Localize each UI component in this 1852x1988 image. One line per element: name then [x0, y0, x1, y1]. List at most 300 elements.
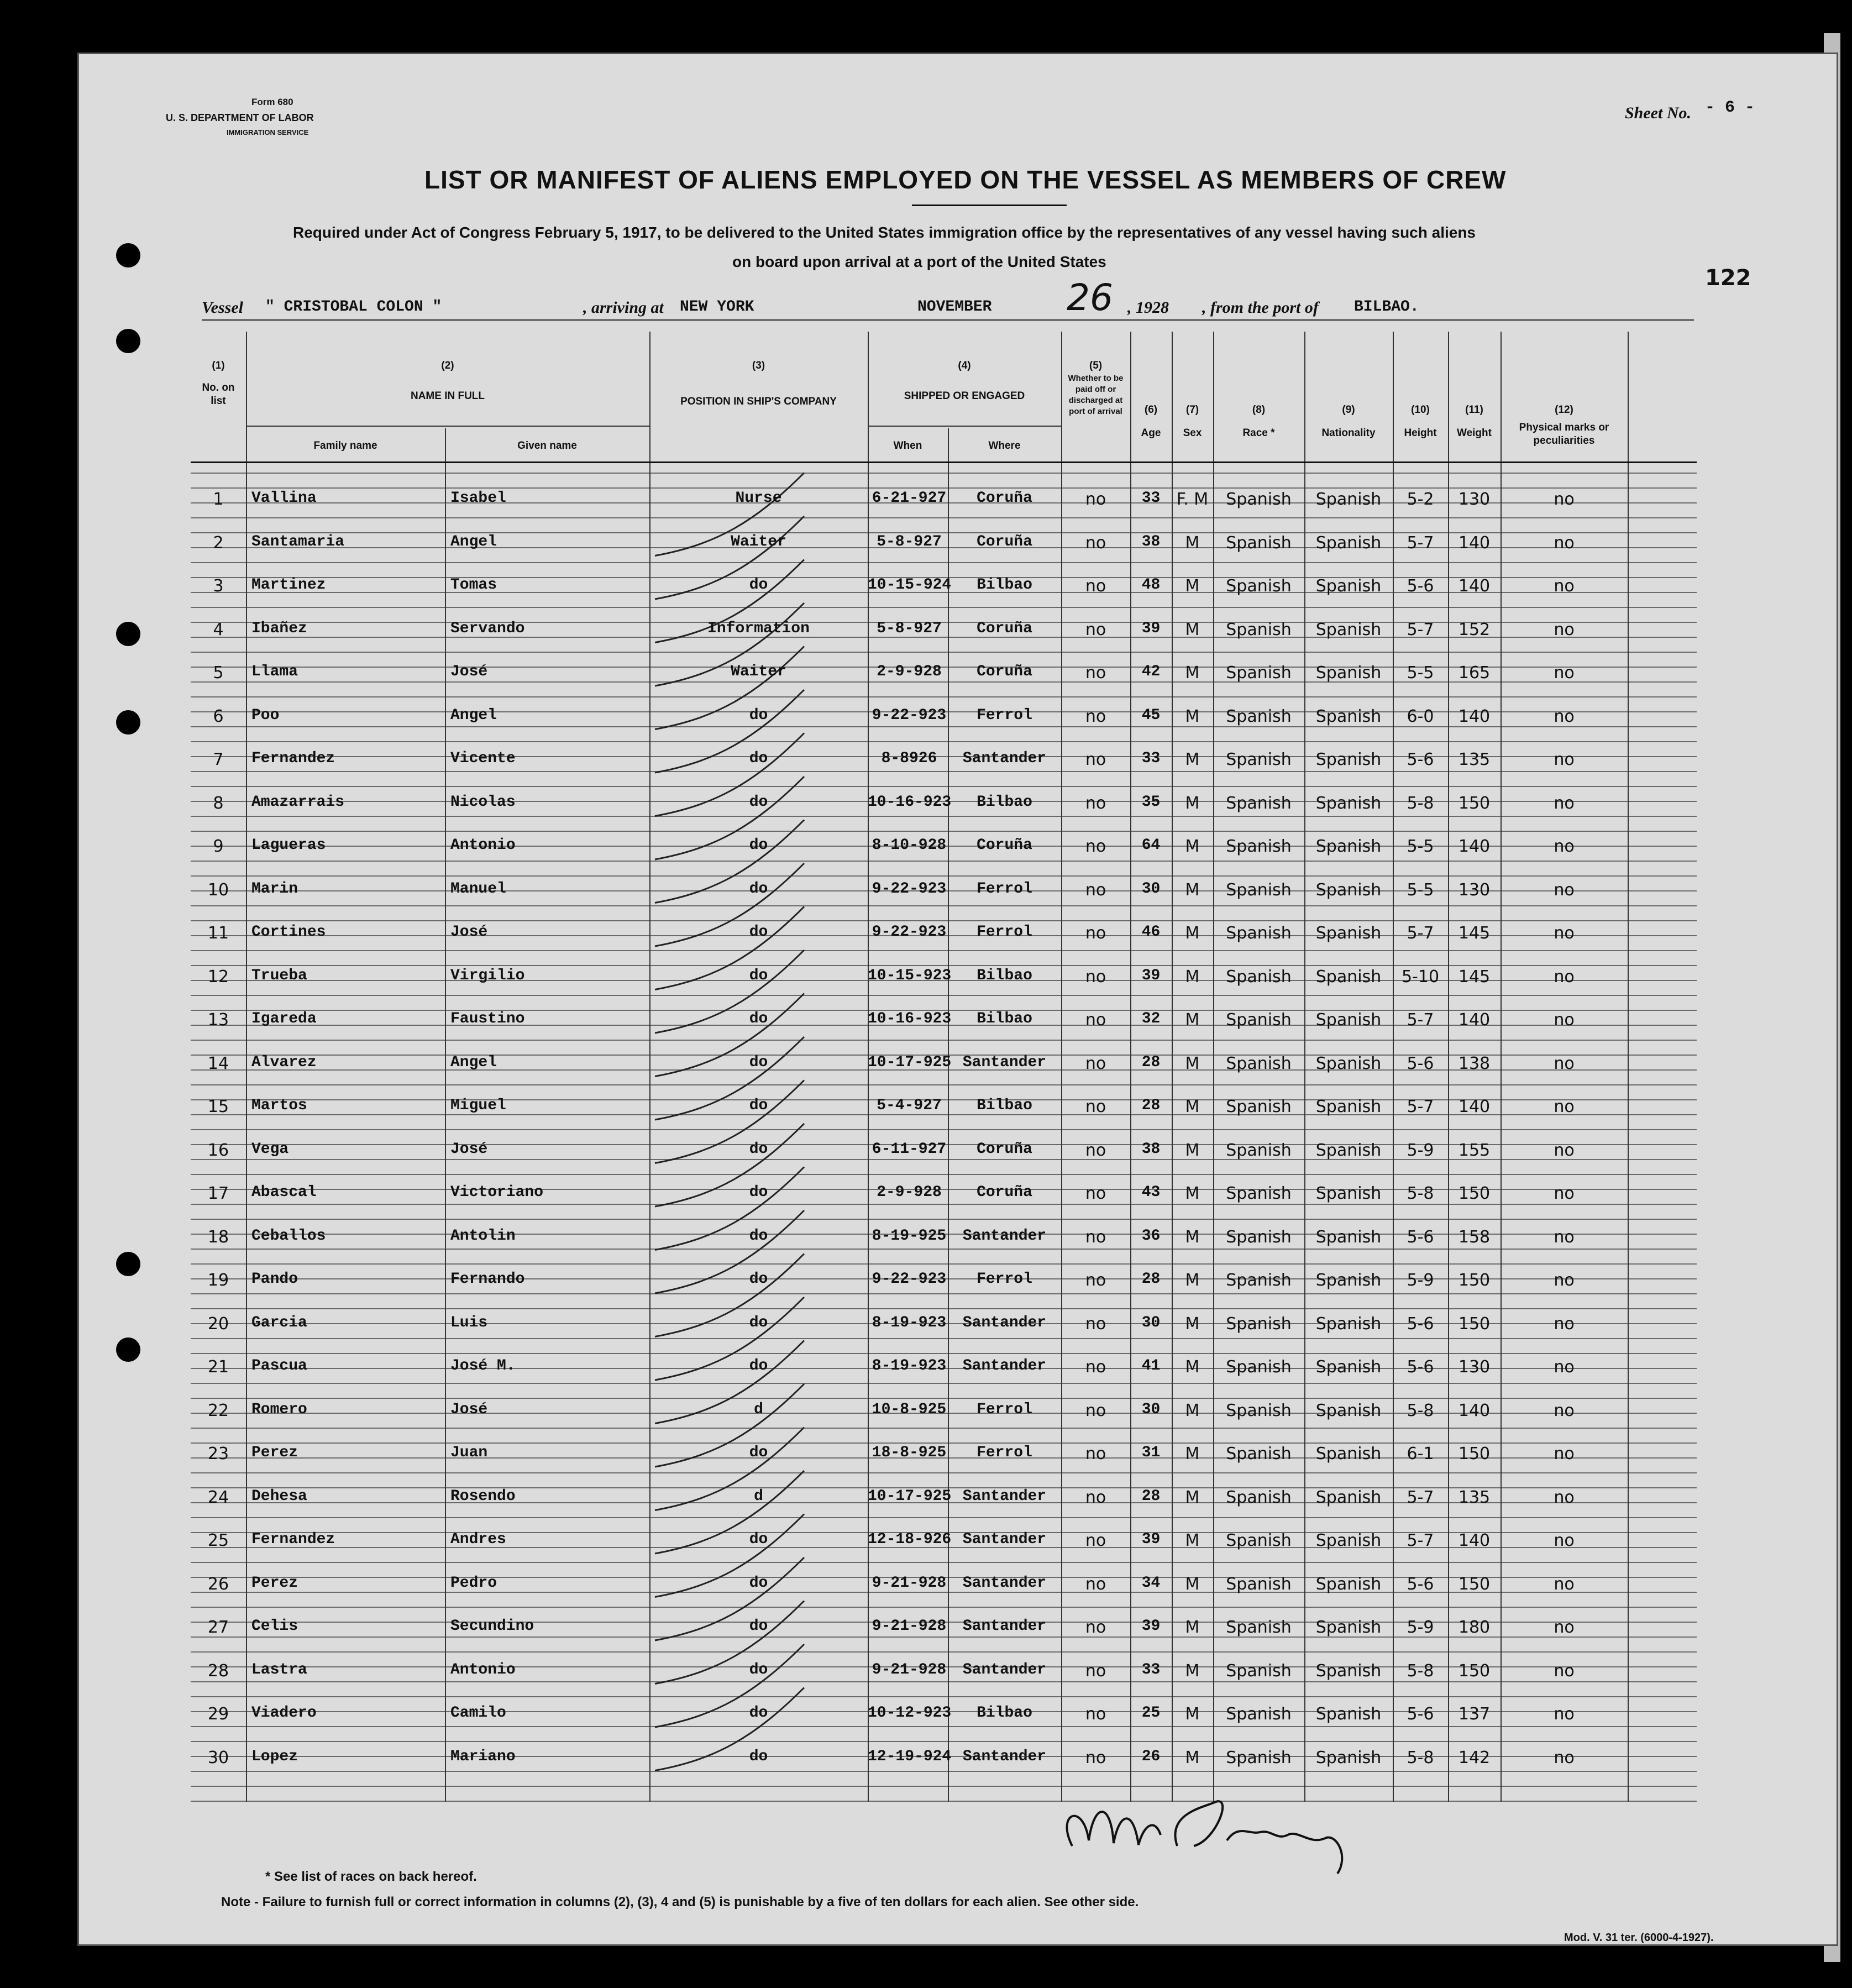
table-row — [191, 655, 1697, 699]
table-row — [191, 1263, 1697, 1306]
sex-cell: M — [1185, 1748, 1200, 1767]
shipped-date-cell: 9-22-923 — [872, 880, 947, 898]
shipped-place-cell: Coruña — [977, 1140, 1032, 1158]
physical-marks-cell: no — [1554, 706, 1575, 726]
table-row — [191, 1046, 1697, 1089]
shipped-place-cell: Santander — [962, 1357, 1047, 1375]
position-cell: do — [749, 1010, 768, 1027]
col-header-given: Given name — [517, 440, 577, 452]
shipped-date-cell: 5-8-927 — [877, 620, 942, 637]
weight-cell: 150 — [1458, 1661, 1491, 1681]
sex-cell: M — [1185, 1053, 1200, 1073]
shipped-place-cell: Santander — [962, 1053, 1047, 1071]
given-name-cell: Antonio — [450, 1661, 516, 1678]
height-cell: 5-9 — [1407, 1140, 1434, 1160]
position-cell: do — [749, 1314, 768, 1331]
weight-cell: 165 — [1458, 663, 1491, 683]
row-number-cell: 15 — [207, 1097, 229, 1116]
given-name-cell: Camilo — [450, 1704, 506, 1722]
race-cell: Spanish — [1226, 880, 1292, 900]
sex-cell: M — [1185, 1487, 1200, 1507]
table-row — [191, 526, 1697, 569]
race-cell: Spanish — [1226, 1400, 1292, 1420]
height-cell: 5-6 — [1407, 750, 1434, 769]
table-row — [191, 1003, 1697, 1046]
paid-off-cell: no — [1085, 1140, 1106, 1160]
nationality-cell: Spanish — [1315, 924, 1382, 943]
family-name-cell: Viadero — [251, 1704, 317, 1722]
row-number-cell: 21 — [207, 1357, 229, 1377]
position-cell: do — [749, 924, 768, 941]
shipped-place-cell: Ferrol — [977, 924, 1032, 941]
from-port-label: , from the port of — [1202, 298, 1319, 317]
row-number-cell: 16 — [207, 1140, 229, 1160]
shipped-place-cell: Coruña — [977, 490, 1032, 507]
punch-hole — [116, 1252, 140, 1276]
position-cell: d — [754, 1400, 763, 1418]
height-cell: 6-0 — [1407, 706, 1434, 726]
nationality-cell: Spanish — [1315, 837, 1382, 856]
weight-cell: 140 — [1458, 1531, 1491, 1550]
shipped-place-cell: Santander — [962, 1748, 1047, 1765]
race-cell: Spanish — [1226, 1053, 1292, 1073]
weight-cell: 150 — [1458, 1444, 1491, 1464]
position-cell: do — [749, 880, 768, 898]
age-cell: 45 — [1141, 706, 1161, 724]
weight-cell: 150 — [1458, 1574, 1491, 1594]
nationality-cell: Spanish — [1315, 1097, 1382, 1116]
table-row — [191, 1610, 1697, 1653]
paid-off-cell: no — [1085, 837, 1106, 856]
family-name-cell: Marin — [251, 880, 298, 898]
race-cell: Spanish — [1226, 1097, 1292, 1116]
family-name-cell: Abascal — [251, 1184, 317, 1201]
given-name-cell: Secundino — [450, 1618, 534, 1635]
weight-cell: 180 — [1458, 1618, 1491, 1637]
col-header-weight-num: (11) — [1465, 404, 1483, 416]
col-header-weight: Weight — [1457, 427, 1492, 439]
family-name-cell: Celis — [251, 1618, 298, 1635]
officer-signature — [1050, 1780, 1360, 1879]
given-name-cell: Manuel — [450, 880, 506, 898]
sex-cell: M — [1185, 1314, 1200, 1334]
table-row — [191, 829, 1697, 872]
shipped-date-cell: 6-21-927 — [872, 490, 947, 507]
sex-cell: M — [1185, 750, 1200, 769]
shipped-place-cell: Santander — [962, 750, 1047, 767]
sex-cell: M — [1185, 924, 1200, 943]
race-cell: Spanish — [1226, 1184, 1292, 1203]
shipped-date-cell: 9-21-928 — [872, 1618, 947, 1635]
position-cell: do — [749, 1140, 768, 1158]
sex-cell: M — [1185, 1227, 1200, 1247]
weight-cell: 137 — [1458, 1704, 1491, 1724]
race-cell: Spanish — [1226, 967, 1292, 987]
page-title: LIST OR MANIFEST OF ALIENS EMPLOYED ON THE VESSEL AS MEMBERS OF CREW — [424, 165, 1507, 194]
shipped-place-cell: Bilbao — [977, 1704, 1032, 1722]
weight-cell: 150 — [1458, 1314, 1491, 1334]
paid-off-cell: no — [1085, 1704, 1106, 1724]
shipped-date-cell: 8-8926 — [881, 750, 937, 767]
nationality-cell: Spanish — [1315, 1704, 1382, 1724]
shipped-place-cell: Ferrol — [977, 880, 1032, 898]
nationality-cell: Spanish — [1315, 1357, 1382, 1377]
shipped-place-cell: Santander — [962, 1661, 1047, 1678]
height-cell: 5-6 — [1407, 1227, 1434, 1247]
physical-marks-cell: no — [1554, 967, 1575, 987]
given-name-cell: José — [450, 924, 488, 941]
physical-marks-cell: no — [1554, 837, 1575, 856]
shipped-date-cell: 9-21-928 — [872, 1661, 947, 1678]
height-cell: 5-7 — [1407, 924, 1434, 943]
nationality-cell: Spanish — [1315, 750, 1382, 769]
shipped-place-cell: Coruña — [977, 1184, 1032, 1201]
shipped-place-cell: Santander — [962, 1487, 1047, 1505]
given-name-cell: Miguel — [450, 1097, 506, 1114]
row-number-cell: 26 — [207, 1574, 229, 1594]
sex-cell: F. M — [1176, 490, 1209, 509]
physical-marks-cell: no — [1554, 576, 1575, 596]
height-cell: 5-7 — [1407, 1487, 1434, 1507]
row-number-cell: 22 — [207, 1400, 229, 1420]
race-cell: Spanish — [1226, 750, 1292, 769]
shipped-date-cell: 10-16-923 — [868, 793, 952, 811]
position-cell: do — [749, 1053, 768, 1071]
table-row — [191, 1350, 1697, 1393]
row-number-cell: 19 — [207, 1271, 229, 1290]
col-header-race-num: (8) — [1252, 404, 1266, 416]
arrival-day: 26 — [1067, 276, 1113, 319]
row-number-cell: 3 — [213, 576, 224, 596]
height-cell: 5-6 — [1407, 1357, 1434, 1377]
paid-off-cell: no — [1085, 793, 1106, 813]
given-name-cell: Vicente — [450, 750, 516, 767]
position-cell: Waiter — [731, 533, 786, 550]
col-header-when: When — [893, 440, 922, 452]
vessel-label: Vessel — [202, 298, 243, 317]
age-cell: 35 — [1141, 793, 1161, 811]
table-row — [191, 612, 1697, 655]
paid-off-cell: no — [1085, 967, 1106, 987]
arrival-year: , 1928 — [1127, 298, 1169, 317]
position-cell: do — [749, 576, 768, 594]
physical-marks-cell: no — [1554, 1531, 1575, 1550]
age-cell: 30 — [1141, 1314, 1161, 1331]
shipped-date-cell: 12-18-926 — [868, 1531, 952, 1548]
sheet-number-label: Sheet No. — [1625, 104, 1691, 122]
physical-marks-cell: no — [1554, 490, 1575, 509]
weight-cell: 145 — [1458, 924, 1491, 943]
family-name-cell: Garcia — [251, 1314, 307, 1331]
position-cell: do — [749, 706, 768, 724]
col-header-height: Height — [1404, 427, 1437, 439]
shipped-place-cell: Santander — [962, 1314, 1047, 1331]
race-cell: Spanish — [1226, 1140, 1292, 1160]
table-row — [191, 1567, 1697, 1610]
col-header-sex-num: (7) — [1185, 404, 1199, 416]
family-name-cell: Romero — [251, 1400, 307, 1418]
race-cell: Spanish — [1226, 576, 1292, 596]
race-cell: Spanish — [1226, 1271, 1292, 1290]
page-number: 122 — [1705, 265, 1751, 291]
physical-marks-cell: no — [1554, 1748, 1575, 1767]
table-row — [191, 1740, 1697, 1784]
family-name-cell: Igareda — [251, 1010, 317, 1027]
shipped-date-cell: 5-4-927 — [877, 1097, 942, 1114]
shipped-place-cell: Ferrol — [977, 1444, 1032, 1461]
paid-off-cell: no — [1085, 1357, 1106, 1377]
family-name-cell: Trueba — [251, 967, 307, 984]
row-number-cell: 23 — [207, 1444, 229, 1464]
nationality-cell: Spanish — [1315, 1487, 1382, 1507]
height-cell: 5-6 — [1407, 1574, 1434, 1594]
given-name-cell: Victoriano — [450, 1184, 544, 1201]
family-name-cell: Poo — [251, 706, 280, 724]
physical-marks-cell: no — [1554, 1010, 1575, 1030]
physical-marks-cell: no — [1554, 1357, 1575, 1377]
sex-cell: M — [1185, 1618, 1200, 1637]
nationality-cell: Spanish — [1315, 1053, 1382, 1073]
age-cell: 30 — [1141, 880, 1161, 898]
paid-off-cell: no — [1085, 1010, 1106, 1030]
weight-cell: 150 — [1458, 793, 1491, 813]
paid-off-cell: no — [1085, 1227, 1106, 1247]
paid-off-cell: no — [1085, 1400, 1106, 1420]
row-number-cell: 28 — [207, 1661, 229, 1681]
position-cell: Waiter — [731, 663, 786, 680]
col-header-nationality: Nationality — [1321, 427, 1376, 439]
race-cell: Spanish — [1226, 1704, 1292, 1724]
subtitle-line-1: Required under Act of Congress February 5, 1917, to be delivered to the United States immigration office by the representatives of any vessel having such aliens — [293, 224, 1476, 241]
height-cell: 5-7 — [1407, 1097, 1434, 1116]
height-cell: 5-6 — [1407, 1704, 1434, 1724]
shipped-place-cell: Coruña — [977, 533, 1032, 550]
physical-marks-cell: no — [1554, 1487, 1575, 1507]
weight-cell: 142 — [1458, 1748, 1491, 1767]
sex-cell: M — [1185, 663, 1200, 683]
position-cell: do — [749, 1227, 768, 1245]
physical-marks-cell: no — [1554, 1271, 1575, 1290]
position-cell: do — [749, 1097, 768, 1114]
height-cell: 5-8 — [1407, 1661, 1434, 1681]
arriving-label: , arriving at — [583, 298, 664, 317]
given-name-cell: Rosendo — [450, 1487, 516, 1505]
paid-off-cell: no — [1085, 576, 1106, 596]
family-name-cell: Pascua — [251, 1357, 307, 1375]
age-cell: 38 — [1141, 1140, 1161, 1158]
shipped-place-cell: Santander — [962, 1618, 1047, 1635]
height-cell: 5-5 — [1407, 880, 1434, 900]
family-name-cell: Amazarrais — [251, 793, 345, 811]
table-row — [191, 569, 1697, 612]
weight-cell: 155 — [1458, 1140, 1491, 1160]
sex-cell: M — [1185, 620, 1200, 639]
nationality-cell: Spanish — [1315, 1140, 1382, 1160]
race-cell: Spanish — [1226, 1227, 1292, 1247]
given-name-cell: Nicolas — [450, 793, 516, 811]
table-row — [191, 1393, 1697, 1436]
nationality-cell: Spanish — [1315, 1661, 1382, 1681]
position-cell: Nurse — [735, 490, 782, 507]
nationality-cell: Spanish — [1315, 663, 1382, 683]
col-header-shipped-num: (4) — [958, 360, 971, 371]
race-cell: Spanish — [1226, 793, 1292, 813]
table-row — [191, 1480, 1697, 1523]
nationality-cell: Spanish — [1315, 533, 1382, 553]
weight-cell: 140 — [1458, 706, 1491, 726]
paid-off-cell: no — [1085, 1097, 1106, 1116]
paid-off-cell: no — [1085, 620, 1106, 639]
weight-cell: 158 — [1458, 1227, 1491, 1247]
physical-marks-cell: no — [1554, 1314, 1575, 1334]
weight-cell: 138 — [1458, 1053, 1491, 1073]
given-name-cell: José — [450, 663, 488, 680]
weight-cell: 140 — [1458, 1010, 1491, 1030]
shipped-date-cell: 8-10-928 — [872, 837, 947, 854]
row-number-cell: 30 — [207, 1748, 229, 1767]
paid-off-cell: no — [1085, 533, 1106, 553]
age-cell: 31 — [1141, 1444, 1161, 1461]
penalty-note: Note - Failure to furnish full or correct information in columns (2), (3), 4 and (5) is punishable by a five of ten dollars for each alien. See other side. — [221, 1895, 1139, 1910]
col-header-no-num: (1) — [212, 360, 225, 371]
col-header-marks: Physical marks or peculiarities — [1519, 422, 1609, 447]
family-name-cell: Vega — [251, 1140, 289, 1158]
sex-cell: M — [1185, 1010, 1200, 1030]
shipped-date-cell: 12-19-924 — [868, 1748, 952, 1765]
nationality-cell: Spanish — [1315, 1748, 1382, 1767]
weight-cell: 150 — [1458, 1271, 1491, 1290]
nationality-cell: Spanish — [1315, 967, 1382, 987]
sex-cell: M — [1185, 1140, 1200, 1160]
table-row — [191, 482, 1697, 525]
paid-off-cell: no — [1085, 750, 1106, 769]
physical-marks-cell: no — [1554, 1140, 1575, 1160]
paid-off-cell: no — [1085, 1444, 1106, 1464]
table-row — [191, 1133, 1697, 1176]
row-number-cell: 6 — [213, 706, 224, 726]
position-cell: do — [749, 837, 768, 854]
family-name-cell: Pando — [251, 1271, 298, 1288]
shipped-date-cell: 9-22-923 — [872, 1271, 947, 1288]
paid-off-cell: no — [1085, 1184, 1106, 1203]
weight-cell: 130 — [1458, 490, 1491, 509]
from-port: BILBAO. — [1354, 298, 1419, 316]
race-cell: Spanish — [1226, 706, 1292, 726]
family-name-cell: Martos — [251, 1097, 307, 1114]
position-cell: do — [749, 1184, 768, 1201]
table-row — [191, 699, 1697, 742]
punch-hole — [116, 243, 140, 267]
shipped-date-cell: 9-21-928 — [872, 1574, 947, 1592]
table-row — [191, 959, 1697, 1003]
table-row — [191, 786, 1697, 829]
race-cell: Spanish — [1226, 663, 1292, 683]
sex-cell: M — [1185, 967, 1200, 987]
physical-marks-cell: no — [1554, 1618, 1575, 1637]
family-name-cell: Perez — [251, 1574, 298, 1592]
family-name-cell: Cortines — [251, 924, 326, 941]
shipped-place-cell: Bilbao — [977, 1097, 1032, 1114]
race-cell: Spanish — [1226, 1618, 1292, 1637]
age-cell: 28 — [1141, 1053, 1161, 1071]
height-cell: 5-6 — [1407, 576, 1434, 596]
physical-marks-cell: no — [1554, 1574, 1575, 1594]
physical-marks-cell: no — [1554, 1444, 1575, 1464]
given-name-cell: Isabel — [450, 490, 506, 507]
height-cell: 5-2 — [1407, 490, 1434, 509]
form-model-number: Mod. V. 31 ter. (6000-4-1927). — [1564, 1932, 1714, 1944]
punch-hole — [116, 622, 140, 646]
row-number-cell: 25 — [207, 1531, 229, 1550]
family-name-cell: Lopez — [251, 1748, 298, 1765]
physical-marks-cell: no — [1554, 1227, 1575, 1247]
nationality-cell: Spanish — [1315, 1400, 1382, 1420]
row-number-cell: 24 — [207, 1487, 229, 1507]
table-row — [191, 1697, 1697, 1740]
height-cell: 5-8 — [1407, 1184, 1434, 1203]
shipped-date-cell: 5-8-927 — [877, 533, 942, 550]
weight-cell: 140 — [1458, 576, 1491, 596]
row-number-cell: 29 — [207, 1704, 229, 1724]
table-row — [191, 1089, 1697, 1132]
height-cell: 5-7 — [1407, 1531, 1434, 1550]
shipped-date-cell: 9-22-923 — [872, 924, 947, 941]
nationality-cell: Spanish — [1315, 880, 1382, 900]
weight-cell: 135 — [1458, 750, 1491, 769]
height-cell: 6-1 — [1407, 1444, 1434, 1464]
family-name-cell: Vallina — [251, 490, 317, 507]
col-header-marks-num: (12) — [1555, 404, 1573, 416]
paid-off-cell: no — [1085, 1487, 1106, 1507]
race-footnote: * See list of races on back hereof. — [265, 1869, 477, 1884]
age-cell: 25 — [1141, 1704, 1161, 1722]
row-number-cell: 17 — [207, 1184, 229, 1203]
shipped-date-cell: 6-11-927 — [872, 1140, 947, 1158]
sheet-number: - 6 - — [1705, 98, 1755, 117]
age-cell: 39 — [1141, 1618, 1161, 1635]
sex-cell: M — [1185, 880, 1200, 900]
col-header-shipped: SHIPPED OR ENGAGED — [904, 390, 1025, 402]
shipped-place-cell: Coruña — [977, 620, 1032, 637]
paid-off-cell: no — [1085, 1271, 1106, 1290]
row-number-cell: 12 — [207, 967, 229, 987]
weight-cell: 145 — [1458, 967, 1491, 987]
row-number-cell: 5 — [213, 663, 224, 683]
position-cell: do — [749, 1618, 768, 1635]
table-row — [191, 1436, 1697, 1480]
paid-off-cell: no — [1085, 1574, 1106, 1594]
position-cell: do — [749, 1661, 768, 1678]
family-name-cell: Santamaria — [251, 533, 345, 550]
sex-cell: M — [1185, 1184, 1200, 1203]
col-header-paid-num: (5) — [1089, 360, 1103, 371]
punch-hole — [116, 710, 140, 735]
family-name-cell: Ceballos — [251, 1227, 326, 1245]
family-name-cell: Martinez — [251, 576, 326, 594]
shipped-date-cell: 9-22-923 — [872, 706, 947, 724]
physical-marks-cell: no — [1554, 1184, 1575, 1203]
row-number-cell: 9 — [213, 837, 224, 856]
position-cell: do — [749, 967, 768, 984]
row-number-cell: 2 — [213, 533, 224, 553]
row-number-cell: 4 — [213, 620, 224, 639]
family-name-cell: Fernandez — [251, 750, 335, 767]
paid-off-cell: no — [1085, 880, 1106, 900]
nationality-cell: Spanish — [1315, 1444, 1382, 1464]
position-cell: do — [749, 1271, 768, 1288]
weight-cell: 135 — [1458, 1487, 1491, 1507]
physical-marks-cell: no — [1554, 1400, 1575, 1420]
